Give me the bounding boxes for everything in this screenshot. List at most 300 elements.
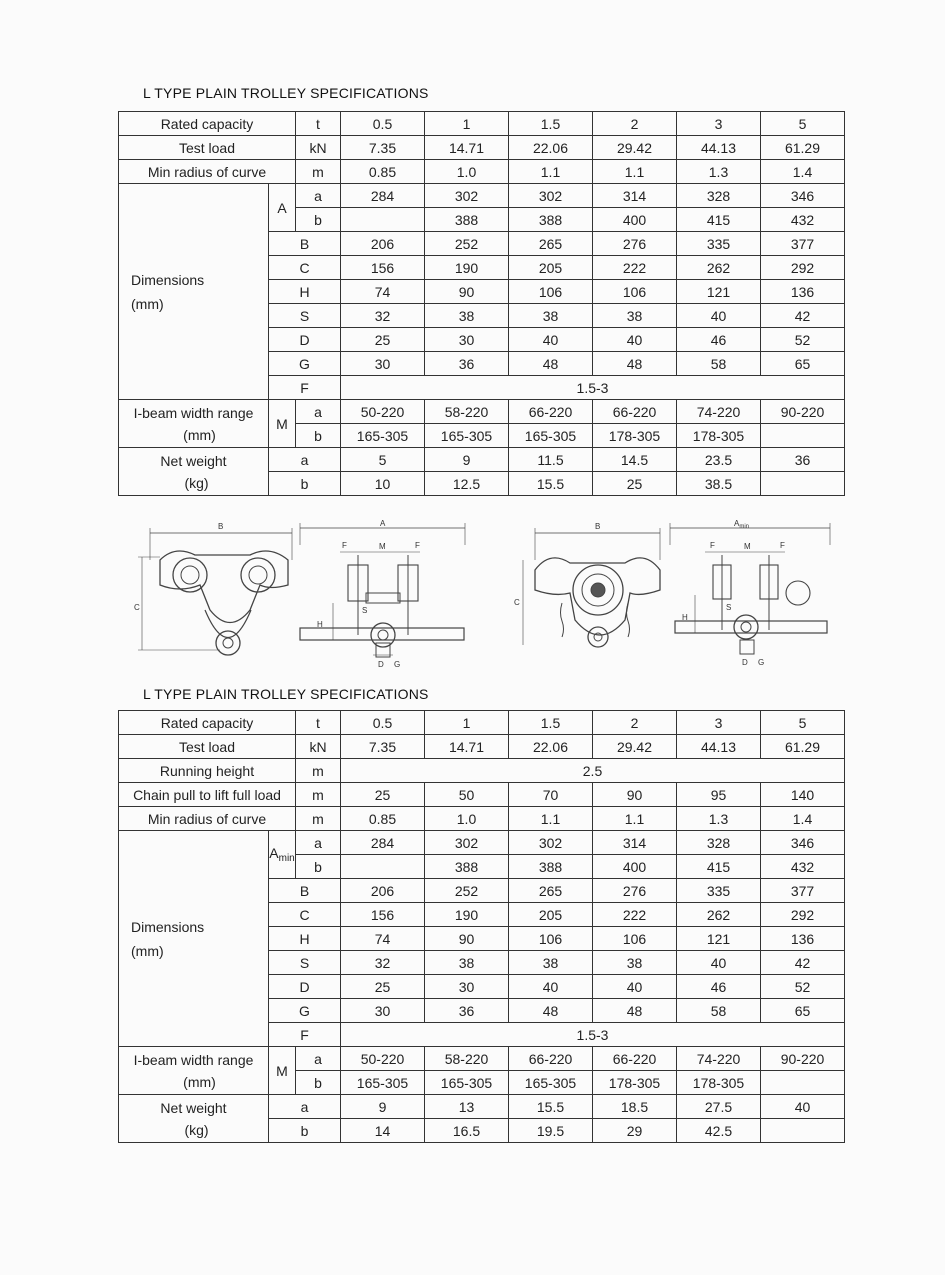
- value-cell: 0.85: [341, 807, 425, 831]
- value-cell: 5: [341, 448, 425, 472]
- value-cell: 432: [761, 855, 845, 879]
- value-cell: 1.5-3: [341, 376, 845, 400]
- value-cell: 25: [341, 975, 425, 999]
- sub-label: b: [296, 424, 341, 448]
- table-row: [119, 807, 845, 831]
- value-cell: 5: [761, 711, 845, 735]
- table-row: [119, 711, 845, 735]
- value-cell: 1.1: [593, 807, 677, 831]
- value-cell: 205: [509, 256, 593, 280]
- value-cell: 36: [425, 999, 509, 1023]
- dimensions-title: Dimensions: [131, 271, 205, 288]
- value-cell: 156: [341, 903, 425, 927]
- sub-label: b: [269, 472, 341, 496]
- table2-title: L TYPE PLAIN TROLLEY SPECIFICATIONS: [143, 686, 429, 702]
- row-label: Chain pull to lift full load: [119, 783, 296, 807]
- trolley-drawings: [130, 515, 840, 685]
- value-cell: 276: [593, 879, 677, 903]
- value-cell: 302: [425, 184, 509, 208]
- value-cell: 252: [425, 232, 509, 256]
- value-cell: 38: [425, 304, 509, 328]
- value-cell: 13: [425, 1095, 509, 1119]
- value-cell: 388: [509, 208, 593, 232]
- row-unit: m: [296, 759, 341, 783]
- dimension-letter: G: [269, 352, 341, 376]
- row-unit: kN: [296, 136, 341, 160]
- value-cell: [341, 208, 425, 232]
- value-cell: 302: [509, 831, 593, 855]
- right-dim-f2: F: [780, 541, 785, 550]
- value-cell: 178-305: [677, 424, 761, 448]
- right-dim-c: C: [514, 598, 520, 607]
- value-cell: 165-305: [425, 424, 509, 448]
- value-cell: 19.5: [509, 1119, 593, 1143]
- ibeam-title: I-beam width range: [133, 404, 254, 421]
- dimension-letter: D: [269, 975, 341, 999]
- right-dim-g: G: [758, 658, 765, 667]
- table1-title: L TYPE PLAIN TROLLEY SPECIFICATIONS: [143, 85, 429, 101]
- value-cell: 40: [761, 1095, 845, 1119]
- value-cell: 22.06: [509, 136, 593, 160]
- value-cell: 42.5: [677, 1119, 761, 1143]
- value-cell: 38: [593, 304, 677, 328]
- value-cell: 388: [425, 208, 509, 232]
- value-cell: 16.5: [425, 1119, 509, 1143]
- value-cell: 265: [509, 232, 593, 256]
- left-dim-c: C: [134, 603, 140, 612]
- value-cell: 1.3: [677, 807, 761, 831]
- value-cell: 346: [761, 831, 845, 855]
- value-cell: 30: [425, 975, 509, 999]
- value-cell: 9: [425, 448, 509, 472]
- value-cell: 90: [593, 783, 677, 807]
- dimension-letter: G: [269, 999, 341, 1023]
- row-label: Rated capacity: [119, 112, 296, 136]
- value-cell: 9: [341, 1095, 425, 1119]
- value-cell: 165-305: [341, 424, 425, 448]
- table-row: [119, 831, 845, 855]
- value-cell: 2: [593, 711, 677, 735]
- value-cell: 276: [593, 232, 677, 256]
- left-dim-d: D: [378, 660, 384, 669]
- trolley-drawings-svg: [130, 515, 840, 685]
- value-cell: 38: [509, 951, 593, 975]
- value-cell: 25: [341, 328, 425, 352]
- value-cell: 38: [593, 951, 677, 975]
- value-cell: 38.5: [677, 472, 761, 496]
- table-row: [119, 759, 845, 783]
- value-cell: 48: [509, 999, 593, 1023]
- value-cell: 136: [761, 280, 845, 304]
- row-label: Rated capacity: [119, 711, 296, 735]
- value-cell: 1.5: [509, 112, 593, 136]
- value-cell: 40: [593, 975, 677, 999]
- value-cell: 38: [509, 304, 593, 328]
- value-cell: 66-220: [593, 400, 677, 424]
- m-group-label: M: [269, 1047, 296, 1095]
- value-cell: 46: [677, 975, 761, 999]
- m-group-label: M: [269, 400, 296, 448]
- row-label: Test load: [119, 735, 296, 759]
- value-cell: 14.71: [425, 735, 509, 759]
- left-dim-s: S: [362, 606, 368, 615]
- sub-label: b: [269, 1119, 341, 1143]
- value-cell: 2: [593, 112, 677, 136]
- row-unit: m: [296, 160, 341, 184]
- value-cell: 12.5: [425, 472, 509, 496]
- row-unit: m: [296, 783, 341, 807]
- ibeam-title: I-beam width range: [133, 1051, 254, 1068]
- value-cell: 66-220: [593, 1047, 677, 1071]
- value-cell: 121: [677, 280, 761, 304]
- value-cell: 165-305: [509, 1071, 593, 1095]
- value-cell: 1.1: [593, 160, 677, 184]
- value-cell: 284: [341, 184, 425, 208]
- value-cell: 36: [425, 352, 509, 376]
- value-cell: 30: [425, 328, 509, 352]
- value-cell: 11.5: [509, 448, 593, 472]
- value-cell: 284: [341, 831, 425, 855]
- dimensions-unit: (mm): [131, 295, 164, 312]
- value-cell: 3: [677, 711, 761, 735]
- net-weight-label: [119, 1095, 269, 1143]
- row-unit: t: [296, 711, 341, 735]
- table-row: [119, 400, 845, 424]
- value-cell: 106: [509, 927, 593, 951]
- value-cell: [341, 855, 425, 879]
- value-cell: 65: [761, 999, 845, 1023]
- value-cell: [761, 472, 845, 496]
- value-cell: 95: [677, 783, 761, 807]
- value-cell: 1.3: [677, 160, 761, 184]
- dimension-letter: F: [269, 376, 341, 400]
- value-cell: 190: [425, 256, 509, 280]
- net-weight-label: [119, 448, 269, 496]
- value-cell: 314: [593, 831, 677, 855]
- value-cell: 15.5: [509, 472, 593, 496]
- value-cell: 14.71: [425, 136, 509, 160]
- value-cell: 74: [341, 280, 425, 304]
- value-cell: [761, 1071, 845, 1095]
- value-cell: 0.85: [341, 160, 425, 184]
- sub-label: a: [269, 448, 341, 472]
- value-cell: 252: [425, 879, 509, 903]
- value-cell: 65: [761, 352, 845, 376]
- value-cell: 27.5: [677, 1095, 761, 1119]
- right-dim-a-sub: min: [739, 524, 750, 530]
- value-cell: 222: [593, 903, 677, 927]
- value-cell: 7.35: [341, 735, 425, 759]
- value-cell: 23.5: [677, 448, 761, 472]
- left-dim-h: H: [317, 620, 323, 629]
- value-cell: 30: [341, 999, 425, 1023]
- value-cell: 29: [593, 1119, 677, 1143]
- value-cell: 14: [341, 1119, 425, 1143]
- value-cell: 7.35: [341, 136, 425, 160]
- value-cell: 400: [593, 855, 677, 879]
- dimension-letter: H: [269, 280, 341, 304]
- ibeam-unit: (mm): [183, 1073, 216, 1090]
- value-cell: 74-220: [677, 1047, 761, 1071]
- value-cell: 74: [341, 927, 425, 951]
- sub-label: a: [296, 400, 341, 424]
- value-cell: 206: [341, 232, 425, 256]
- value-cell: 178-305: [593, 424, 677, 448]
- dimensions-label: [119, 184, 269, 400]
- table-row: [119, 160, 845, 184]
- right-dim-h: H: [682, 613, 688, 622]
- right-dim-b: B: [595, 522, 601, 531]
- value-cell: 61.29: [761, 136, 845, 160]
- value-cell: 70: [509, 783, 593, 807]
- value-cell: 5: [761, 112, 845, 136]
- value-cell: 377: [761, 879, 845, 903]
- value-cell: 190: [425, 903, 509, 927]
- value-cell: 335: [677, 879, 761, 903]
- value-cell: 415: [677, 208, 761, 232]
- value-cell: 90-220: [761, 400, 845, 424]
- value-cell: 50-220: [341, 400, 425, 424]
- value-cell: 0.5: [341, 711, 425, 735]
- sub-label: a: [296, 831, 341, 855]
- value-cell: 42: [761, 951, 845, 975]
- left-dim-f2: F: [415, 541, 420, 550]
- dimension-letter: C: [269, 903, 341, 927]
- value-cell: [761, 1119, 845, 1143]
- value-cell: 1.4: [761, 807, 845, 831]
- table-row: [119, 1095, 845, 1119]
- value-cell: 50: [425, 783, 509, 807]
- value-cell: 15.5: [509, 1095, 593, 1119]
- table-row: [119, 448, 845, 472]
- right-dim-a: A: [734, 519, 740, 528]
- left-dim-a: A: [380, 519, 386, 528]
- value-cell: 222: [593, 256, 677, 280]
- sub-label: a: [296, 1047, 341, 1071]
- value-cell: 1.5: [509, 711, 593, 735]
- sub-label: b: [296, 1071, 341, 1095]
- net-weight-title: Net weight: [160, 1099, 227, 1116]
- table-row: [119, 112, 845, 136]
- value-cell: 106: [593, 280, 677, 304]
- value-cell: 377: [761, 232, 845, 256]
- value-cell: 32: [341, 951, 425, 975]
- value-cell: 178-305: [677, 1071, 761, 1095]
- value-cell: 1.1: [509, 807, 593, 831]
- value-cell: 292: [761, 903, 845, 927]
- value-cell: 52: [761, 328, 845, 352]
- net-weight-unit: (kg): [184, 474, 209, 491]
- value-cell: 44.13: [677, 735, 761, 759]
- value-cell: 165-305: [509, 424, 593, 448]
- value-cell: 90: [425, 927, 509, 951]
- value-cell: 40: [593, 328, 677, 352]
- value-cell: 66-220: [509, 1047, 593, 1071]
- spec-table-1: [118, 111, 845, 496]
- value-cell: 205: [509, 903, 593, 927]
- value-cell: 302: [509, 184, 593, 208]
- left-dim-m: M: [379, 542, 386, 551]
- value-cell: 328: [677, 184, 761, 208]
- sub-label: a: [269, 1095, 341, 1119]
- value-cell: 1: [425, 711, 509, 735]
- value-cell: 30: [341, 352, 425, 376]
- spec-table-2: [118, 710, 845, 1143]
- value-cell: 22.06: [509, 735, 593, 759]
- dimension-letter: B: [269, 232, 341, 256]
- dimensions-label: [119, 831, 269, 1047]
- value-cell: 262: [677, 256, 761, 280]
- value-cell: 52: [761, 975, 845, 999]
- value-cell: 0.5: [341, 112, 425, 136]
- row-unit: t: [296, 112, 341, 136]
- value-cell: 36: [761, 448, 845, 472]
- value-cell: 335: [677, 232, 761, 256]
- dimension-letter: C: [269, 256, 341, 280]
- value-cell: 1.5-3: [341, 1023, 845, 1047]
- value-cell: 106: [593, 927, 677, 951]
- value-cell: 165-305: [425, 1071, 509, 1095]
- value-cell: 25: [341, 783, 425, 807]
- left-trolley-front-view: [138, 528, 292, 655]
- ibeam-unit: (mm): [183, 426, 216, 443]
- value-cell: 415: [677, 855, 761, 879]
- value-cell: 42: [761, 304, 845, 328]
- value-cell: 432: [761, 208, 845, 232]
- row-unit: kN: [296, 735, 341, 759]
- value-cell: 346: [761, 184, 845, 208]
- value-cell: 58-220: [425, 400, 509, 424]
- value-cell: 40: [677, 951, 761, 975]
- value-cell: 61.29: [761, 735, 845, 759]
- value-cell: 40: [509, 975, 593, 999]
- value-cell: 1.0: [425, 807, 509, 831]
- value-cell: 48: [509, 352, 593, 376]
- value-cell: 58-220: [425, 1047, 509, 1071]
- value-cell: 400: [593, 208, 677, 232]
- sub-label: a: [296, 184, 341, 208]
- dimension-letter: D: [269, 328, 341, 352]
- value-cell: 2.5: [341, 759, 845, 783]
- table-row: [119, 184, 845, 208]
- dimension-letter: S: [269, 304, 341, 328]
- net-weight-title: Net weight: [160, 452, 227, 469]
- value-cell: 90-220: [761, 1047, 845, 1071]
- sub-label: b: [296, 208, 341, 232]
- value-cell: 302: [425, 831, 509, 855]
- value-cell: 18.5: [593, 1095, 677, 1119]
- table-row: [119, 1047, 845, 1071]
- a-group-sub: min: [278, 853, 295, 864]
- value-cell: 388: [425, 855, 509, 879]
- dimension-letter: F: [269, 1023, 341, 1047]
- row-label: Running height: [119, 759, 296, 783]
- value-cell: 29.42: [593, 136, 677, 160]
- value-cell: 3: [677, 112, 761, 136]
- value-cell: 1.0: [425, 160, 509, 184]
- value-cell: 265: [509, 879, 593, 903]
- value-cell: 50-220: [341, 1047, 425, 1071]
- sub-label: b: [296, 855, 341, 879]
- dimensions-label-text: [119, 268, 268, 316]
- value-cell: 25: [593, 472, 677, 496]
- value-cell: 29.42: [593, 735, 677, 759]
- value-cell: 40: [509, 328, 593, 352]
- value-cell: 58: [677, 999, 761, 1023]
- value-cell: [761, 424, 845, 448]
- value-cell: 44.13: [677, 136, 761, 160]
- value-cell: 66-220: [509, 400, 593, 424]
- value-cell: 48: [593, 352, 677, 376]
- value-cell: 1.1: [509, 160, 593, 184]
- value-cell: 121: [677, 927, 761, 951]
- right-dim-s: S: [726, 603, 732, 612]
- ibeam-label: [119, 400, 269, 448]
- value-cell: 46: [677, 328, 761, 352]
- right-dim-d: D: [742, 658, 748, 667]
- a-group-label: [269, 831, 296, 879]
- value-cell: 58: [677, 352, 761, 376]
- value-cell: 178-305: [593, 1071, 677, 1095]
- a-group-label: A: [269, 184, 296, 232]
- row-label: Min radius of curve: [119, 807, 296, 831]
- right-trolley-front-view: [523, 528, 660, 647]
- row-label: Min radius of curve: [119, 160, 296, 184]
- value-cell: 314: [593, 184, 677, 208]
- value-cell: 38: [425, 951, 509, 975]
- value-cell: 140: [761, 783, 845, 807]
- value-cell: 206: [341, 879, 425, 903]
- ibeam-label: [119, 1047, 269, 1095]
- value-cell: 388: [509, 855, 593, 879]
- value-cell: 262: [677, 903, 761, 927]
- dimensions-unit: (mm): [131, 942, 164, 959]
- left-dim-g: G: [394, 660, 401, 669]
- table-row: [119, 136, 845, 160]
- value-cell: 1.4: [761, 160, 845, 184]
- dimension-letter: H: [269, 927, 341, 951]
- dimension-letter: B: [269, 879, 341, 903]
- left-dim-f1: F: [342, 541, 347, 550]
- right-dim-f1: F: [710, 541, 715, 550]
- dimension-letter: S: [269, 951, 341, 975]
- dimensions-title: Dimensions: [131, 918, 205, 935]
- value-cell: 328: [677, 831, 761, 855]
- row-label: Test load: [119, 136, 296, 160]
- table-row: [119, 783, 845, 807]
- value-cell: 48: [593, 999, 677, 1023]
- value-cell: 292: [761, 256, 845, 280]
- value-cell: 106: [509, 280, 593, 304]
- value-cell: 10: [341, 472, 425, 496]
- value-cell: 14.5: [593, 448, 677, 472]
- value-cell: 90: [425, 280, 509, 304]
- value-cell: 40: [677, 304, 761, 328]
- right-dim-m: M: [744, 542, 751, 551]
- dimensions-label-text: [119, 915, 268, 963]
- value-cell: 32: [341, 304, 425, 328]
- value-cell: 136: [761, 927, 845, 951]
- value-cell: 156: [341, 256, 425, 280]
- value-cell: 1: [425, 112, 509, 136]
- value-cell: 165-305: [341, 1071, 425, 1095]
- value-cell: 74-220: [677, 400, 761, 424]
- a-group-main: A: [269, 845, 279, 861]
- row-unit: m: [296, 807, 341, 831]
- net-weight-unit: (kg): [184, 1121, 209, 1138]
- left-dim-b: B: [218, 522, 224, 531]
- table-row: [119, 735, 845, 759]
